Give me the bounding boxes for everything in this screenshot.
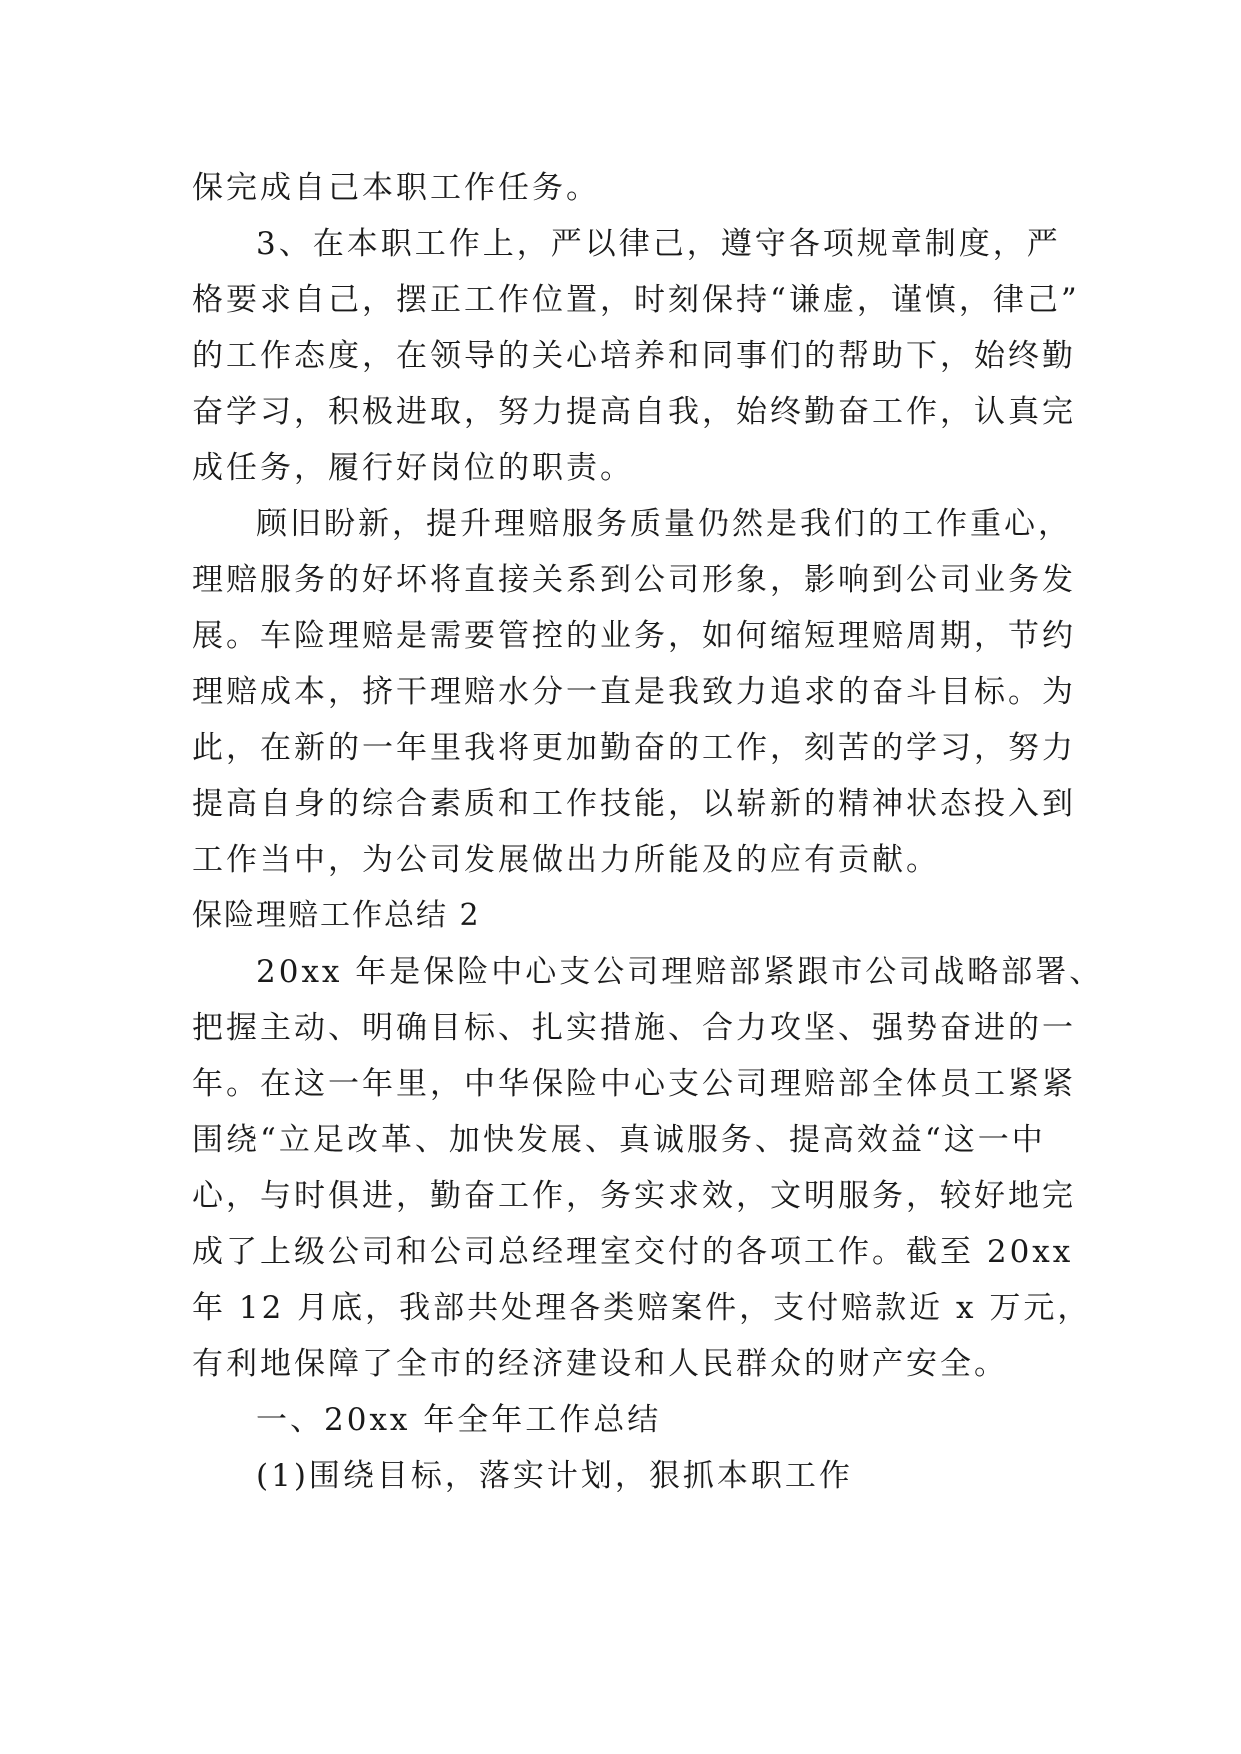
text-line: 提高自身的综合素质和工作技能，以崭新的精神状态投入到 <box>192 786 1076 822</box>
text-line: 成任务，履行好岗位的职责。 <box>192 450 634 486</box>
text-line: 展。车险理赔是需要管控的业务，如何缩短理赔周期，节约 <box>192 618 1076 654</box>
text-line: 心，与时俱进，勤奋工作，务实求效，文明服务，较好地完 <box>192 1178 1076 1214</box>
text-line: 保完成自己本职工作任务。 <box>192 170 600 206</box>
text-line: 奋学习，积极进取，努力提高自我，始终勤奋工作，认真完 <box>192 394 1076 430</box>
text-line: 此，在新的一年里我将更加勤奋的工作，刻苦的学习，努力 <box>192 730 1076 766</box>
text-line: 年 12 月底，我部共处理各类赔案件，支付赔款近 x 万元， <box>192 1290 1092 1326</box>
text-line: 围绕“立足改革、加快发展、真诚服务、提高效益“这一中 <box>192 1122 1046 1158</box>
text-line: 的工作态度，在领导的关心培养和同事们的帮助下，始终勤 <box>192 338 1076 374</box>
subheading-line: 一、20xx 年全年工作总结 <box>256 1402 662 1438</box>
text-line: 格要求自己，摆正工作位置，时刻保持“谦虚，谨慎，律己” <box>192 282 1080 318</box>
paragraph-line-indented: 3、在本职工作上，严以律己，遵守各项规章制度，严 <box>256 226 1061 262</box>
text-line: 年。在这一年里，中华保险中心支公司理赔部全体员工紧紧 <box>192 1066 1076 1102</box>
section-title: 保险理赔工作总结 2 <box>192 898 481 933</box>
document-body <box>192 160 1104 1504</box>
text-line: 理赔服务的好坏将直接关系到公司形象，影响到公司业务发 <box>192 562 1076 598</box>
paragraph-line-indented: 20xx 年是保险中心支公司理赔部紧跟市公司战略部署、 <box>256 954 1104 990</box>
text-line: 把握主动、明确目标、扎实措施、合力攻坚、强势奋进的一 <box>192 1010 1076 1046</box>
text-line: 成了上级公司和公司总经理室交付的各项工作。截至 20xx <box>192 1234 1074 1270</box>
text-line: 工作当中，为公司发展做出力所能及的应有贡献。 <box>192 842 940 878</box>
paragraph-line-indented: 顾旧盼新，提升理赔服务质量仍然是我们的工作重心， <box>256 506 1072 542</box>
text-line: 理赔成本，挤干理赔水分一直是我致力追求的奋斗目标。为 <box>192 674 1076 710</box>
text-line: 有利地保障了全市的经济建设和人民群众的财产安全。 <box>192 1346 1008 1382</box>
subheading-line: (1)围绕目标，落实计划，狠抓本职工作 <box>256 1458 853 1494</box>
